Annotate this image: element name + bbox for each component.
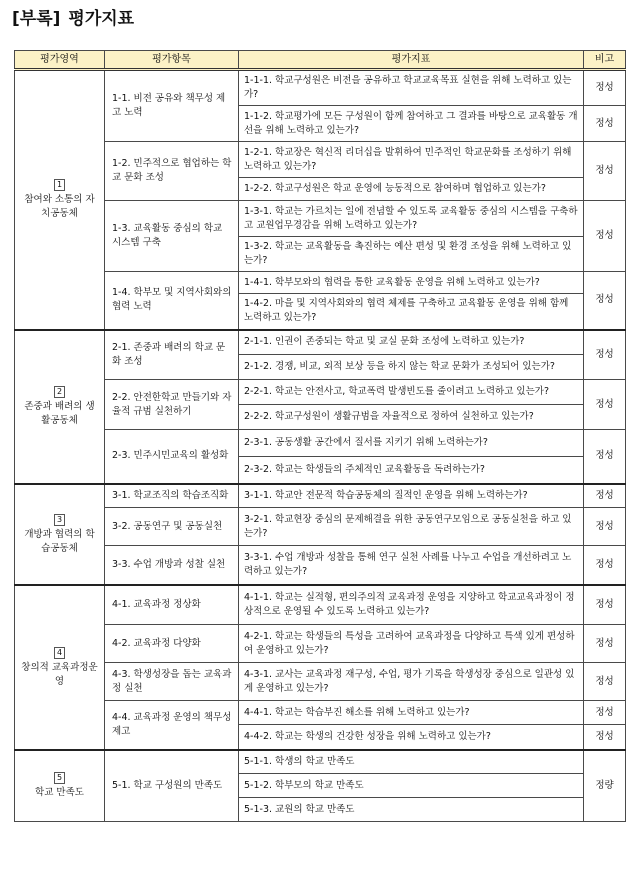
area-cell — [15, 750, 105, 822]
note-cell: 정량 — [584, 750, 626, 822]
area-number: 3 — [54, 514, 65, 526]
note-cell: 정성 — [584, 106, 626, 142]
table-row — [15, 585, 626, 625]
note-cell: 정성 — [584, 585, 626, 625]
indicator-cell: 5-1-3. 교원의 학교 만족도 — [239, 798, 584, 822]
note-cell: 정성 — [584, 430, 626, 484]
note-cell: 정성 — [584, 70, 626, 106]
table-row — [15, 272, 626, 294]
area-number: 5 — [54, 772, 65, 784]
item-cell: 2-3. 민주시민교육의 활성화 — [105, 430, 239, 484]
note-cell: 정성 — [584, 142, 626, 201]
table-row — [15, 330, 626, 355]
note-cell: 정성 — [584, 725, 626, 750]
title-text: 평가지표 — [68, 9, 135, 29]
table-row — [15, 750, 626, 774]
area-cell — [15, 70, 105, 330]
item-cell: 4-4. 교육과정 운영의 책무성 제고 — [105, 701, 239, 750]
table-row — [15, 508, 626, 546]
note-cell: 정성 — [584, 380, 626, 430]
item-cell: 1-3. 교육활동 중심의 학교 시스템 구축 — [105, 201, 239, 272]
indicator-cell: 2-3-1. 공동생활 공간에서 질서를 지키기 위해 노력하는가? — [239, 430, 584, 457]
note-cell: 정성 — [584, 272, 626, 330]
area-label: 창의적 교육과정운영 — [21, 661, 98, 687]
area-number: 4 — [54, 647, 65, 659]
table-row — [15, 484, 626, 508]
indicator-cell: 3-3-1. 수업 개방과 성찰을 통해 연구 실천 사례를 나누고 수업을 개선하려고 노력하고 있는가? — [239, 546, 584, 585]
item-cell: 5-1. 학교 구성원의 만족도 — [105, 750, 239, 822]
indicator-cell: 4-4-1. 학교는 학습부진 해소를 위해 노력하고 있는가? — [239, 701, 584, 725]
area-cell — [15, 585, 105, 750]
table-row — [15, 380, 626, 405]
indicator-cell: 1-4-1. 학부모와의 협력을 통한 교육활동 운영을 위해 노력하고 있는가? — [239, 272, 584, 294]
item-cell: 1-4. 학부모 및 지역사회와의 협력 노력 — [105, 272, 239, 330]
note-cell: 정성 — [584, 546, 626, 585]
table-row — [15, 663, 626, 701]
area-cell — [15, 484, 105, 585]
area-label: 참여와 소통의 자치공동체 — [24, 194, 95, 220]
indicator-cell: 4-3-1. 교사는 교육과정 재구성, 수업, 평가 기록을 학생성장 중심으로 일관성 있게 운영하고 있는가? — [239, 663, 584, 701]
note-cell: 정성 — [584, 663, 626, 701]
item-cell: 4-1. 교육과정 정상화 — [105, 585, 239, 625]
item-cell: 4-2. 교육과정 다양화 — [105, 625, 239, 663]
table-row — [15, 625, 626, 663]
indicator-cell: 1-3-2. 학교는 교육활동을 촉진하는 예산 편성 및 환경 조성을 위해 노력하고 있는가? — [239, 237, 584, 272]
note-cell: 정성 — [584, 484, 626, 508]
item-cell: 3-2. 공동연구 및 공동실천 — [105, 508, 239, 546]
indicator-cell: 5-1-2. 학부모의 학교 만족도 — [239, 774, 584, 798]
area-label: 개방과 협력의 학습공동체 — [24, 528, 95, 554]
header-item: 평가항목 — [105, 51, 239, 70]
indicator-cell: 2-2-2. 학교구성원이 생활규범을 자율적으로 정하여 실천하고 있는가? — [239, 405, 584, 430]
page-title — [12, 4, 134, 29]
table-row — [15, 701, 626, 725]
indicator-cell: 3-2-1. 학교현장 중심의 문제해결을 위한 공동연구모임으로 공동실천을 하고 있는가? — [239, 508, 584, 546]
table-row — [15, 70, 626, 106]
indicator-cell: 2-2-1. 학교는 안전사고, 학교폭력 발생빈도를 줄이려고 노력하고 있는가? — [239, 380, 584, 405]
indicator-cell: 2-1-1. 인권이 존중되는 학교 및 교실 문화 조성에 노력하고 있는가? — [239, 330, 584, 355]
area-number: 1 — [54, 179, 65, 191]
item-cell: 1-1. 비전 공유와 책무성 제고 노력 — [105, 70, 239, 142]
indicator-cell: 4-1-1. 학교는 실적형, 편의주의적 교육과정 운영을 지양하고 학교교육과정이 정상적으로 운영될 수 있도록 노력하고 있는가? — [239, 585, 584, 625]
note-cell: 정성 — [584, 625, 626, 663]
note-cell: 정성 — [584, 701, 626, 725]
indicator-cell: 1-2-1. 학교장은 혁신적 리더십을 발휘하여 민주적인 학교문화를 조성하기 위해 노력하고 있는가? — [239, 142, 584, 178]
item-cell: 3-1. 학교조직의 학습조직화 — [105, 484, 239, 508]
header-indicator: 평가지표 — [239, 51, 584, 70]
header-row — [15, 51, 626, 70]
indicator-cell: 4-2-1. 학교는 학생들의 특성을 고려하여 교육과정을 다양하고 특색 있게 편성하여 운영하고 있는가? — [239, 625, 584, 663]
indicator-cell: 1-4-2. 마을 및 지역사회와의 협력 체제를 구축하고 교육활동 운영을 위해 함께 노력하고 있는가? — [239, 294, 584, 330]
indicator-cell: 1-1-1. 학교구성원은 비전을 공유하고 학교교육목표 실현을 위해 노력하고 있는가? — [239, 70, 584, 106]
item-cell: 4-3. 학생성장을 돕는 교육과정 실천 — [105, 663, 239, 701]
item-cell: 1-2. 민주적으로 협업하는 학교 문화 조성 — [105, 142, 239, 201]
item-cell: 3-3. 수업 개방과 성찰 실천 — [105, 546, 239, 585]
table-row — [15, 142, 626, 178]
appendix-label: [부록] — [12, 9, 61, 29]
table-row — [15, 546, 626, 585]
item-cell: 2-2. 안전한학교 만들기와 자율적 규범 실천하기 — [105, 380, 239, 430]
area-label: 존중과 배려의 생활공동체 — [24, 401, 95, 426]
indicator-cell: 2-1-2. 경쟁, 비교, 외적 보상 등을 하지 않는 학교 문화가 조성되어 있는가? — [239, 355, 584, 380]
indicator-cell: 1-1-2. 학교평가에 모든 구성원이 함께 참여하고 그 결과를 바탕으로 교육활동 개선을 위해 노력하고 있는가? — [239, 106, 584, 142]
indicator-cell: 1-2-2. 학교구성원은 학교 운영에 능동적으로 참여하며 협업하고 있는가? — [239, 178, 584, 201]
indicator-cell: 4-4-2. 학교는 학생의 건강한 성장을 위해 노력하고 있는가? — [239, 725, 584, 750]
indicator-cell: 5-1-1. 학생의 학교 만족도 — [239, 750, 584, 774]
header-note: 비고 — [584, 51, 626, 70]
table-row — [15, 430, 626, 457]
note-cell: 정성 — [584, 508, 626, 546]
area-label: 학교 만족도 — [35, 787, 84, 799]
note-cell: 정성 — [584, 330, 626, 380]
item-cell: 2-1. 존중과 배려의 학교 문화 조성 — [105, 330, 239, 380]
table-row — [15, 201, 626, 237]
header-area: 평가영역 — [15, 51, 105, 70]
indicator-cell: 1-3-1. 학교는 가르치는 일에 전념할 수 있도록 교육활동 중심의 시스템을 구축하고 교원업무경감을 위해 노력하고 있는가? — [239, 201, 584, 237]
area-number: 2 — [54, 386, 65, 398]
note-cell: 정성 — [584, 201, 626, 272]
indicator-cell: 3-1-1. 학교안 전문적 학습공동체의 질적인 운영을 위해 노력하는가? — [239, 484, 584, 508]
evaluation-index-table — [14, 50, 626, 822]
indicator-cell: 2-3-2. 학교는 학생들의 주체적인 교육활동을 독려하는가? — [239, 457, 584, 484]
area-cell — [15, 330, 105, 484]
